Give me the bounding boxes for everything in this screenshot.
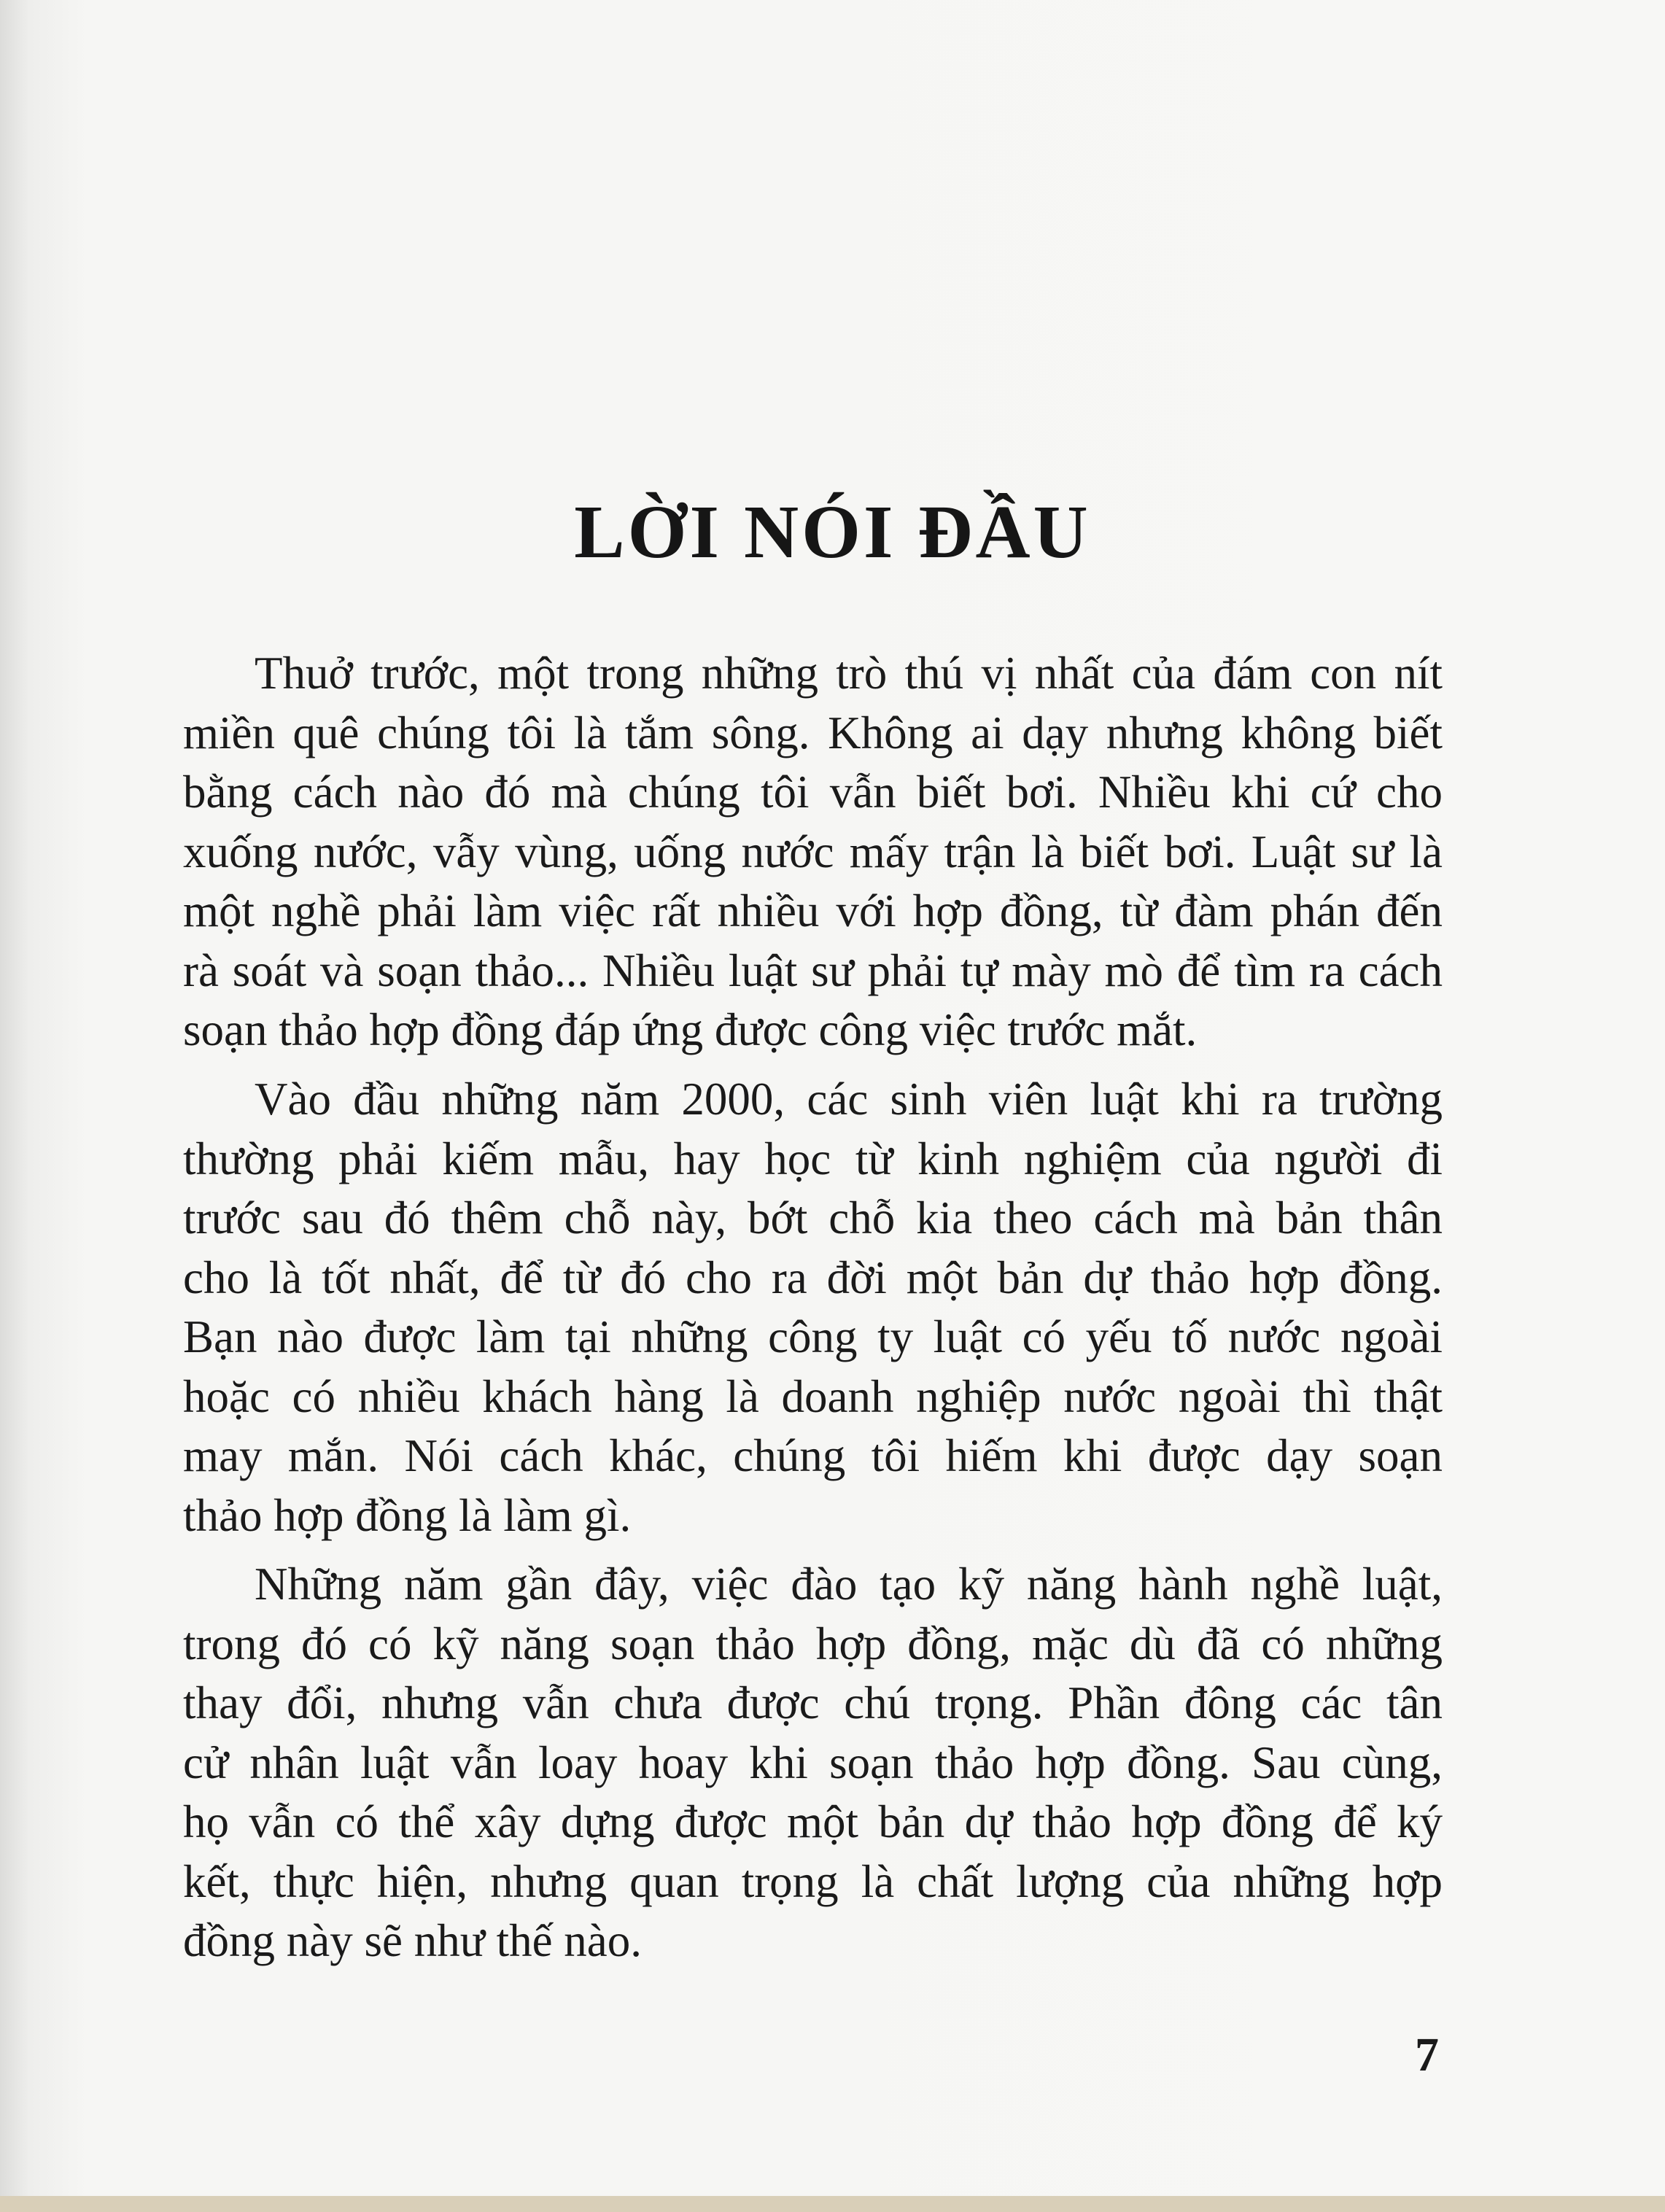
paragraph-1 [183,644,1443,1060]
text-line: đồng này sẽ như thế nào. [183,1915,643,1966]
text-line: cho là tốt nhất, để từ đó cho ra đời một bản dự thảo hợp đồng. [183,1251,1443,1303]
text-line: thảo hợp đồng là làm gì. [183,1489,632,1541]
text-line: cử nhân luật vẫn loay hoay khi soạn thảo hợp đồng. Sau cùng, [183,1736,1443,1788]
text-line: hoặc có nhiều khách hàng là doanh nghiệp nước ngoài thì thật [183,1370,1443,1422]
text-line: rà soát và soạn thảo... Nhiều luật sư phải tự mày mò để tìm ra cách [183,944,1443,996]
paragraph-2 [183,1070,1443,1545]
text-line: trong đó có kỹ năng soạn thảo hợp đồng, mặc dù đã có những [183,1618,1443,1669]
text-line: Thuở trước, một trong những trò thú vị nhất của đám con nít [255,648,1443,699]
page-title: LỜI NÓI ĐẦU [574,489,1091,574]
paragraph-3 [183,1555,1443,1971]
page-bottom-edge [0,2196,1665,2212]
text-line: thay đổi, nhưng vẫn chưa được chú trọng. Phần đông các tân [183,1677,1443,1728]
text-line: trước sau đó thêm chỗ này, bớt chỗ kia theo cách mà bản thân [183,1192,1443,1243]
text-line: bằng cách nào đó mà chúng tôi vẫn biết bơi. Nhiều khi cứ cho [183,767,1443,818]
text-line: xuống nước, vẫy vùng, uống nước mấy trận là biết bơi. Luật sư là [183,826,1443,877]
text-line: miền quê chúng tôi là tắm sông. Không ai dạy nhưng không biết [183,707,1443,758]
text-line: Bạn nào được làm tại những công ty luật có yếu tố nước ngoài [183,1311,1443,1362]
text-line: soạn thảo hợp đồng đáp ứng được công việc trước mắt. [183,1004,1198,1055]
text-line: Vào đầu những năm 2000, các sinh viên luật khi ra trường [255,1074,1443,1125]
text-line: kết, thực hiện, nhưng quan trọng là chất lượng của những hợp [183,1855,1443,1907]
text-line: may mắn. Nói cách khác, chúng tôi hiếm khi được dạy soạn [183,1430,1443,1481]
text-line: một nghề phải làm việc rất nhiều với hợp đồng, từ đàm phán đến [183,885,1443,936]
text-line: Những năm gần đây, việc đào tạo kỹ năng hành nghề luật, [255,1559,1443,1610]
page-number: 7 [1415,2028,1439,2081]
text-line: họ vẫn có thể xây dựng được một bản dự thảo hợp đồng để ký [183,1796,1443,1847]
text-line: thường phải kiếm mẫu, hay học từ kinh nghiệm của người đi [183,1133,1443,1184]
